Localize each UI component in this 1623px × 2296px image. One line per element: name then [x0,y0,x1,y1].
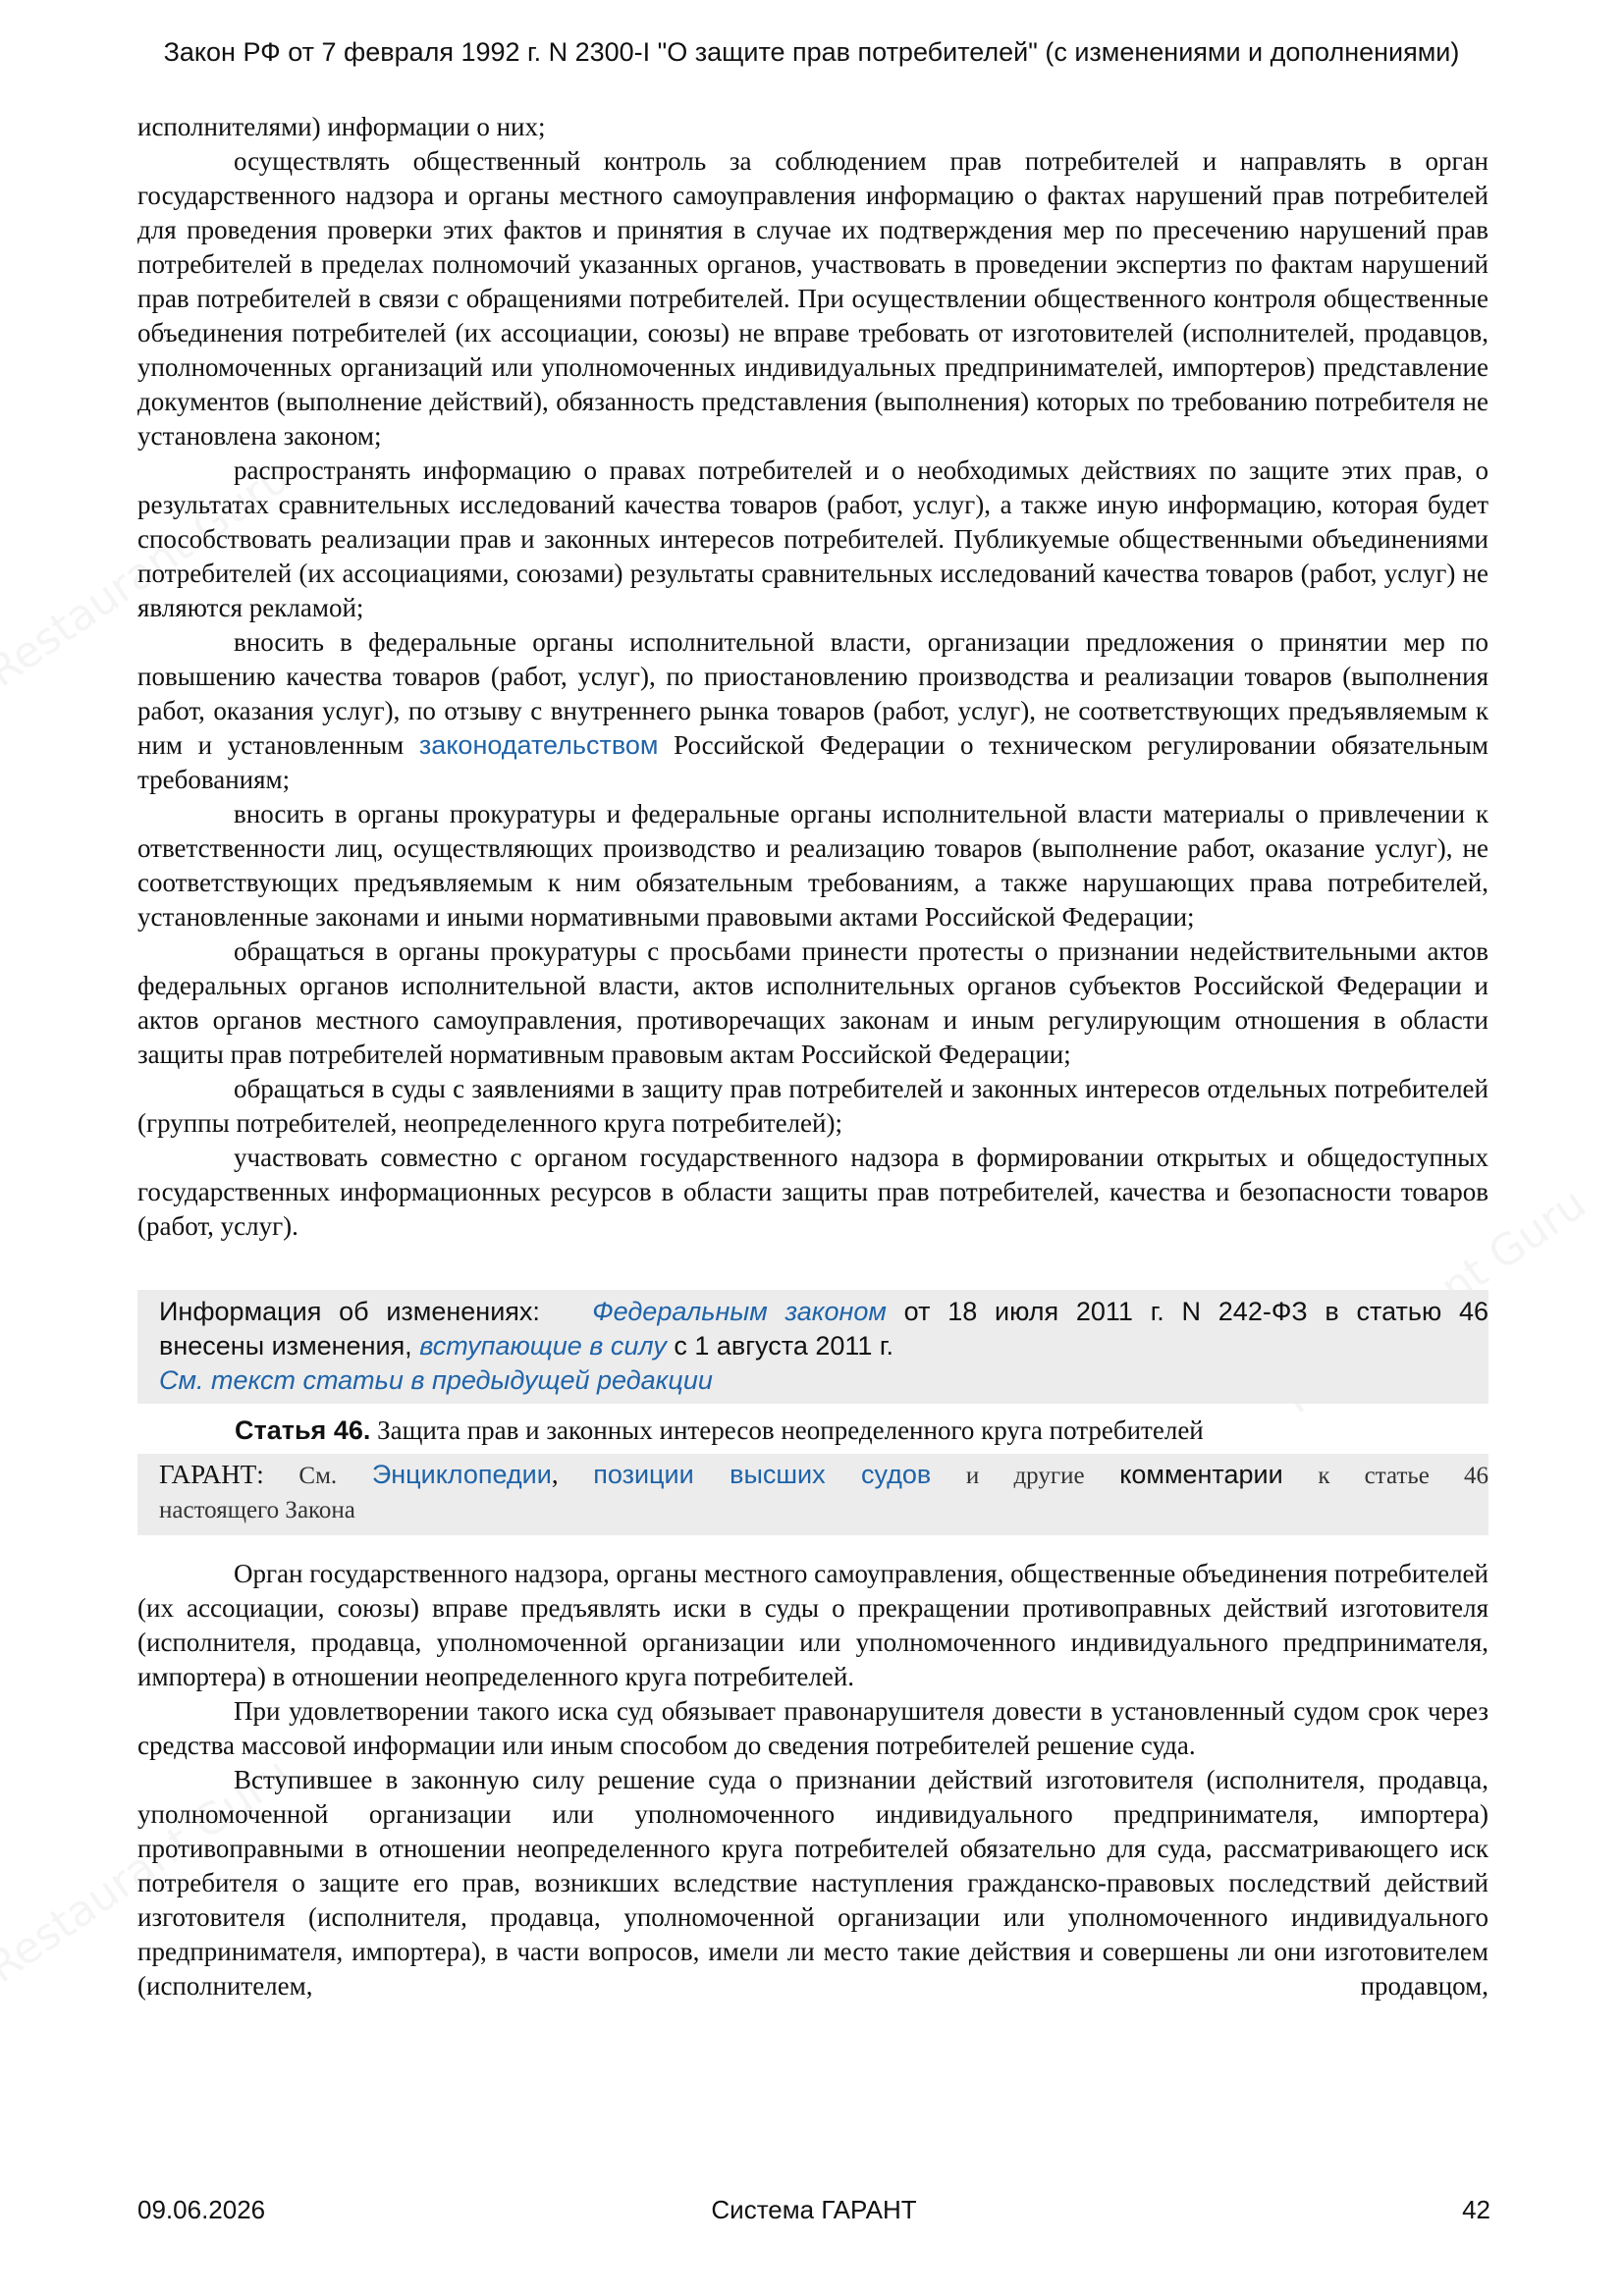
paragraph: участвовать совместно с органом государственного надзора в формировании открытых и общедоступных государственных информационных ресурсов в области защиты прав потребителей, качества и безопасности товаров (работ, услуг). [137,1143,1488,1241]
garant-and-other: и другие [965,1463,1085,1489]
footer-date: 09.06.2026 [137,2195,266,2224]
change-info-line [159,1363,1488,1398]
paragraph [137,625,1488,797]
article-title: Защита прав и законных интересов неопределенного круга потребителей [370,1415,1204,1445]
legislation-link[interactable]: законодательством [418,730,659,760]
paragraph: Орган государственного надзора, органы местного самоуправления, общественные объединения потребителей (их ассоциации, союзы) вправе предъявлять иски в суды о прекращении противоправных действий изготовителя (исполнителя, продавца, уполномоченной организации или уполномоченного индивидуального предпринимателя, импортера) в отношении неопределенного круга потребителей. [137,1559,1488,1691]
article-number: Статья 46. [235,1415,371,1445]
change-info-box [137,1290,1488,1404]
paragraph: исполнителями) информации о них; [137,112,546,141]
comments-link[interactable]: комментарии [1119,1460,1283,1489]
paragraph: вносить в органы прокуратуры и федеральные органы исполнительной власти материалы о привлечении к ответственности лиц, осуществляющих производство и реализацию товаров (выполнение работ, оказание услуг), не соответствующих предъявляемым к ним обязательным требованиям, а также нарушающих права потребителей, установленные законами и иными нормативными правовыми актами Российской Федерации; [137,799,1488,932]
spacer [137,1535,1488,1557]
change-info-line [159,1295,1488,1329]
garant-to-article: к статье 46 [1318,1463,1489,1489]
document-body [137,110,1488,2003]
paragraph: распространять информацию о правах потребителей и о необходимых действиях по защите этих прав, о результатах сравнительных исследований качества товаров (работ, услуг), а также иную информацию, которая будет способствовать реализации прав и законных интересов потребителей. Публикуемые общественными объединениями потребителей (их ассоциациями, союзами) результаты сравнительных исследований качества товаров (работ, услуг) не являются рекламой; [137,455,1488,622]
garant-comment-box [137,1454,1488,1535]
federal-law-link[interactable]: Федеральным законом [592,1297,887,1326]
encyclopedia-link[interactable]: Энциклопедии [371,1460,552,1489]
paragraph: Вступившее в законную силу решение суда о признании действий изготовителя (исполнителя, продавца, уполномоченной организации или уполномоченного индивидуального предпринимателя, импортера) противоправными в отношении неопределенного круга потребителей обязательно для суда, рассматривающего иск потребителя о защите его прав, возникших вследствие наступления гражданско-правовых последствий действий изготовителя (исполнителя, продавца, уполномоченной организации или уполномоченного индивидуального предпринимателя, импортера), в части вопросов, имели ли место такие действия и совершены ли они изготовителем (исполнителем, продавцом, [137,1765,1488,2001]
garant-comma: , [551,1460,559,1489]
change-info-text: с 1 августа 2011 г. [666,1331,893,1361]
garant-see: См. [298,1463,338,1489]
page-header: Закон РФ от 7 февраля 1992 г. N 2300-I "О защите прав потребителей" (с изменениями и дополнениями) [163,37,1460,67]
garant-label: ГАРАНТ: [159,1460,264,1489]
garant-tail: настоящего Закона [159,1497,355,1523]
paragraph: обращаться в суды с заявлениями в защиту прав потребителей и законных интересов отдельных потребителей (группы потребителей, неопределенного круга потребителей); [137,1074,1488,1138]
footer-page-number: 42 [1462,2195,1490,2224]
paragraph-text: вносить в федеральные органы исполнительной власти, организации предложения о принятии мер по повышению качества товаров (работ, услуг), по приостановлению производства и реализации товаров (выполнения работ, оказания услуг), по отзыву с внутреннего рынка товаров (работ, услуг), не соответствующих предъявляемым к ним и установленным [137,627,1488,760]
paragraph: осуществлять общественный контроль за соблюдением прав потребителей и направлять в орган государственного надзора и органы местного самоуправления информацию о фактах нарушений прав потребителей для проведения проверки этих фактов и принятия в случае их подтверждения мер по пресечению нарушений прав потребителей в пределах полномочий указанных органов, участвовать в проведении экспертиз по фактам нарушений прав потребителей в связи с обращениями потребителей. При осуществлении общественного контроля общественные объединения потребителей (их ассоциации, союзы) не вправе требовать от изготовителей (исполнителей, продавцов, уполномоченных организаций или уполномоченных индивидуальных предпринимателей, импортеров) представление документов (выполнение действий), обязанность представления (выполнения) которых по требованию потребителя не установлена законом; [137,146,1488,451]
change-info-line [159,1329,1488,1363]
paragraph: При удовлетворении такого иска суд обязывает правонарушителя довести в установленный судом срок через средства массовой информации или иным способом до сведения потребителей решение суда. [137,1696,1488,1760]
high-courts-link[interactable]: позиции высших судов [593,1460,932,1489]
article-heading [137,1414,1488,1448]
garant-line [159,1458,1488,1493]
change-info-text: от 18 июля 2011 г. N 242-ФЗ в статью 46 [886,1297,1488,1326]
paragraph: обращаться в органы прокуратуры с просьбами принести протесты о признании недействительными актов федеральных органов исполнительной власти, актов исполнительных органов субъектов Российской Федерации и актов органов местного самоуправления, противоречащих законам и иным регулирующим отношения в области защиты прав потребителей нормативным правовым актам Российской Федерации; [137,936,1488,1069]
footer-system: Система ГАРАНТ [711,2195,917,2224]
change-info-text: внесены изменения, [159,1331,420,1361]
paragraph-text: Российской Федерации о техническом регулировании обязательным требованиям; [137,730,1488,794]
previous-edition-link[interactable]: См. текст статьи в предыдущей редакции [159,1365,713,1395]
change-info-label: Информация об изменениях: [159,1297,540,1326]
effective-date-link[interactable]: вступающие в силу [419,1331,667,1361]
